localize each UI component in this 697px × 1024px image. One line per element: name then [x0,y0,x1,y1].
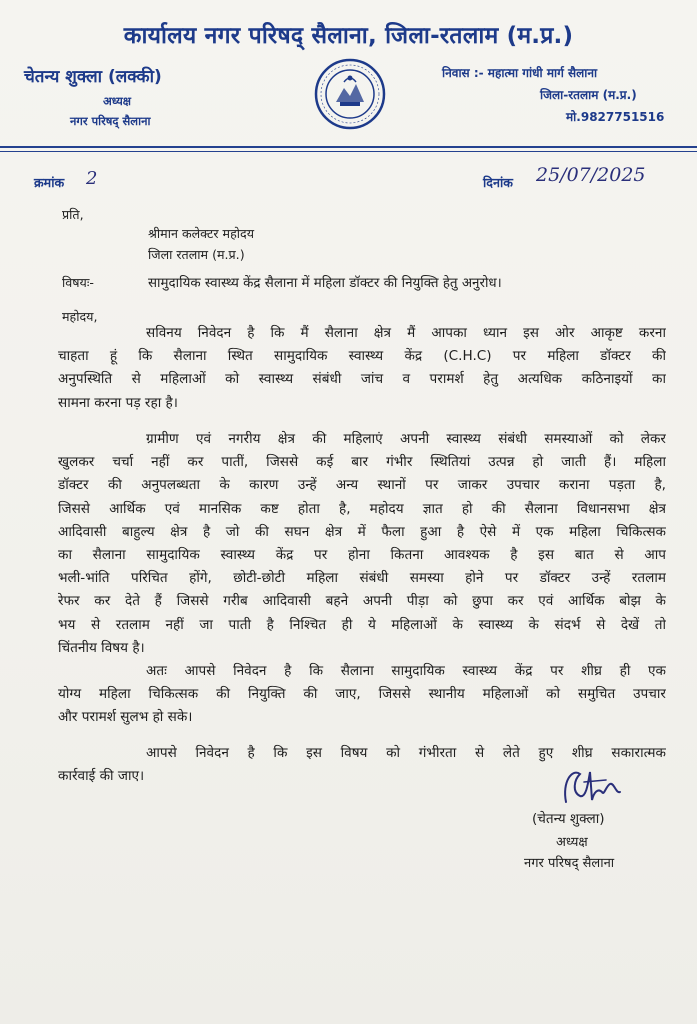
subject-text: सामुदायिक स्वास्थ्य केंद्र सैलाना में महिला डॉक्टर की नियुक्ति हेतु अनुरोध। [148,276,502,291]
paragraph-line: योग्य महिला चिकित्सक की नियुक्ति की जाए, जिससे स्थानीय महिलाओं को समुचित उपचार [58,686,666,703]
paragraph-line: अतः आपसे निवेदन है कि सैलाना सामुदायिक स्वास्थ्य केंद्र पर शीघ्र ही एक [146,663,666,679]
recipient-line2: जिला रतलाम (म.प्र.) [148,247,245,262]
handwritten-signature-icon [558,762,628,812]
date-value: 25/07/2025 [536,164,646,186]
letterhead-address-line1: निवास :- महात्मा गांधी मार्ग सैलाना [442,66,598,80]
letterhead-name: चेतन्य शुक्ला (लक्की) [24,67,162,87]
paragraph-line: डॉक्टर की अनुपलब्धता के कारण उन्हें अन्य स्थानों पर जाकर उपचार कराना पड़ता है, [58,477,666,494]
subject-label: विषयः- [62,275,94,290]
letterhead-phone: मो.9827751516 [566,110,665,124]
paragraph-line: सविनय निवेदन है कि मैं सैलाना क्षेत्र मैं आपका ध्यान इस ओर आकृष्ट करना [146,325,666,341]
paragraph-line: खुलकर चर्चा नहीं कर पातीं, जिससे कई बार गंभीर स्थितियां उत्पन्न हो जाती हैं। महिला [58,454,666,471]
signatory-name: (चेतन्य शुक्ला) [532,811,605,827]
paragraph-line: जिससे आर्थिक एवं मानसिक कष्ट होता है, महोदय ज्ञात हो की सैलाना विधानसभा क्षेत्र [58,500,666,517]
kramank-value: 2 [86,168,98,189]
paragraph-line: ग्रामीण एवं नगरीय क्षेत्र की महिलाएं अपनी स्वास्थ्य संबंधी समस्याओं को लेकर [146,431,666,447]
paragraph-line: चिंतनीय विषय है। [58,639,145,656]
paragraph-line: भली-भांति परिचित होंगे, छोटी-छोटी महिला संबंधी समस्या होने पर डॉक्टर उन्हें रतलाम [58,570,666,587]
signatory-organization: नगर परिषद् सैलाना [524,856,615,871]
letterhead-organization: नगर परिषद् सैलाना [70,114,151,128]
paragraph-line: अनुपस्थिति से महिलाओं को स्वास्थ्य संबंधी जांच व परामर्श हेतु अत्यधिक कठिनाइयों का [58,371,666,388]
signatory-designation: अध्यक्ष [556,835,588,850]
paragraph-line: सामना करना पड़ रहा है। [58,394,178,411]
paragraph-line: चाहता हूं कि सैलाना स्थित सामुदायिक स्वास्थ्य केंद्र (C.H.C) पर महिला डॉक्टर की [58,348,666,365]
recipient-prati: प्रति, [62,207,84,222]
paragraph-line: कार्रवाई की जाए। [58,768,145,785]
paragraph-line: भय से रतलाम नहीं जा पाती है निश्चित ही ये महिलाओं के स्वास्थ्य के संदर्भ से देखें तो [58,616,666,633]
letterhead-address-line2: जिला-रतलाम (म.प्र.) [540,88,637,102]
salutation: महोदय, [62,309,98,324]
paragraph-line: आपसे निवेदन है कि इस विषय को गंभीरता से लेते हुए शीघ्र सकारात्मक [146,745,666,761]
letterhead-title: कार्यालय नगर परिषद् सैलाना, जिला-रतलाम (म.प्र.) [123,23,574,49]
body-paragraph-2 [58,428,666,660]
letterhead-designation: अध्यक्ष [103,94,132,108]
paragraph-line: और परामर्श सुलभ हो सके। [58,709,193,726]
kramank-label: क्रमांक [34,175,65,190]
paragraph-line: का सैलाना सामुदायिक स्वास्थ्य केंद्र पर होना कितना आवश्यक है इस बात से आप [58,547,666,564]
letterhead-rule-thin [0,151,697,152]
body-paragraph-3 [58,660,666,730]
body-paragraph-1 [58,322,666,415]
municipal-seal-icon [314,58,386,130]
recipient-line1: श्रीमान कलेक्टर महोदय [148,226,255,241]
letterhead-rule [0,146,697,148]
date-label: दिनांक [483,175,513,190]
paragraph-line: आदिवासी बाहुल्य क्षेत्र है जो की सघन क्षेत्र में फैला हुआ है ऐसे में एक महिला चिकित्सक [58,523,666,540]
paragraph-line: रेफर कर देते हैं जिससे गरीब आदिवासी बहने अपनी पीड़ा को छुपा कर एवं आर्थिक बोझ के [58,593,666,610]
